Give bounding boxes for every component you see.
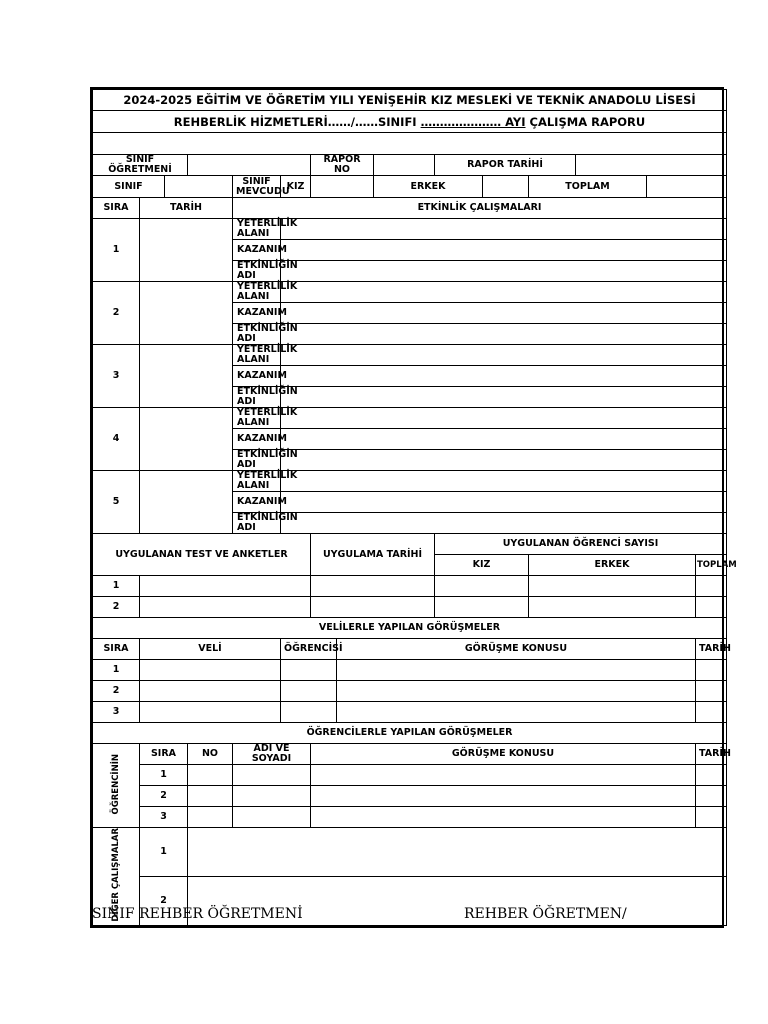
class-label: SINIF xyxy=(93,176,165,198)
test-boy-header: ERKEK xyxy=(529,555,696,576)
class-size-label: SINIF MEVCUDU xyxy=(233,176,281,198)
student-name-field[interactable] xyxy=(233,786,311,807)
subtitle-prefix: REHBERLİK HİZMETLERİ……/……SINIFI xyxy=(173,114,421,129)
activity-name-field[interactable] xyxy=(281,450,727,471)
test-date-field[interactable] xyxy=(311,576,435,597)
test-total-header: TOPLAM xyxy=(696,555,727,576)
test-total-field[interactable] xyxy=(696,576,727,597)
tests-header: UYGULANAN TEST VE ANKETLER xyxy=(93,534,311,576)
student-side-cell xyxy=(93,744,140,828)
parent-date-header: TARİH xyxy=(696,639,727,660)
boy-label: ERKEK xyxy=(374,176,483,198)
form-title: 2024-2025 EĞİTİM VE ÖĞRETİM YILI YENİŞEHİR KIZ MESLEKİ VE TEKNİK ANADOLU LİSESİ xyxy=(93,90,727,111)
report-table xyxy=(92,89,737,926)
competency-label: YETERLİLİK ALANI xyxy=(233,219,281,240)
outcome-field[interactable] xyxy=(281,303,727,324)
boy-field[interactable] xyxy=(483,176,529,198)
activity-date-field[interactable] xyxy=(140,219,233,282)
test-row-no: 1 xyxy=(93,576,140,597)
student-date-header: TARİH xyxy=(696,744,727,765)
competency-field[interactable] xyxy=(281,345,727,366)
activity-name-label: ETKİNLİĞİN ADI xyxy=(233,261,281,282)
outcome-field[interactable] xyxy=(281,492,727,513)
parent-student-field[interactable] xyxy=(281,681,337,702)
parent-student-field[interactable] xyxy=(281,702,337,723)
parent-topic-field[interactable] xyxy=(337,702,696,723)
girl-field[interactable] xyxy=(311,176,374,198)
student-no-field[interactable] xyxy=(188,807,233,828)
student-name-header: ADI VE SOYADI xyxy=(233,744,311,765)
girl-label: KIZ xyxy=(281,176,311,198)
outcome-label: KAZANIM xyxy=(233,366,281,387)
student-date-field[interactable] xyxy=(696,786,727,807)
report-no-field[interactable] xyxy=(374,155,435,176)
student-side-label: ÖĞRENCİNİN xyxy=(110,753,121,815)
student-name-field[interactable] xyxy=(233,807,311,828)
form-subtitle xyxy=(93,111,727,133)
competency-label: YETERLİLİK ALANI xyxy=(233,345,281,366)
activity-name-field[interactable] xyxy=(281,261,727,282)
student-no-field[interactable] xyxy=(188,786,233,807)
parent-student-field[interactable] xyxy=(281,660,337,681)
student-no-field[interactable] xyxy=(188,765,233,786)
student-topic-field[interactable] xyxy=(311,765,696,786)
activity-order-header: SIRA xyxy=(93,198,140,219)
class-guidance-teacher-signature: SINIF REHBER ÖĞRETMENİ xyxy=(92,906,303,922)
test-boy-field[interactable] xyxy=(529,576,696,597)
competency-label: YETERLİLİK ALANI xyxy=(233,408,281,429)
report-no-label: RAPOR NO xyxy=(311,155,374,176)
activity-date-header: TARİH xyxy=(140,198,233,219)
parent-name-field[interactable] xyxy=(140,660,281,681)
total-label: TOPLAM xyxy=(529,176,647,198)
student-count-header: UYGULANAN ÖĞRENCİ SAYISI xyxy=(435,534,727,555)
test-name-field[interactable] xyxy=(140,597,311,618)
subtitle-suffix: ÇALIŞMA RAPORU xyxy=(525,114,646,129)
parent-student-header: ÖĞRENCİSİ xyxy=(281,639,337,660)
student-order-header: SIRA xyxy=(140,744,188,765)
guidance-teacher-signature: REHBER ÖĞRETMEN/ xyxy=(464,906,627,922)
other-row-no: 2 xyxy=(140,876,188,925)
test-row-no: 2 xyxy=(93,597,140,618)
class-field[interactable] xyxy=(165,176,233,198)
activity-date-field[interactable] xyxy=(140,282,233,345)
parent-row-no: 1 xyxy=(93,660,140,681)
parent-topic-field[interactable] xyxy=(337,681,696,702)
parent-row-no: 3 xyxy=(93,702,140,723)
student-row-no: 1 xyxy=(140,765,188,786)
activity-name-label: ETKİNLİĞİN ADI xyxy=(233,387,281,408)
test-boy-field[interactable] xyxy=(529,597,696,618)
outcome-label: KAZANIM xyxy=(233,303,281,324)
student-topic-field[interactable] xyxy=(311,786,696,807)
outcome-label: KAZANIM xyxy=(233,429,281,450)
test-girl-field[interactable] xyxy=(435,576,529,597)
parent-row-no: 2 xyxy=(93,681,140,702)
activity-name-field[interactable] xyxy=(281,387,727,408)
subtitle-month: ………………… AYI xyxy=(420,114,526,129)
test-date-field[interactable] xyxy=(311,597,435,618)
outcome-label: KAZANIM xyxy=(233,240,281,261)
class-teacher-label: SINIF ÖĞRETMENİ xyxy=(93,155,188,176)
report-form xyxy=(90,87,737,928)
class-teacher-field[interactable] xyxy=(188,155,311,176)
parent-date-field[interactable] xyxy=(696,702,727,723)
total-field[interactable] xyxy=(647,176,727,198)
activity-date-field[interactable] xyxy=(140,471,233,534)
test-date-header: UYGULAMA TARİHİ xyxy=(311,534,435,576)
student-topic-header: GÖRÜŞME KONUSU xyxy=(311,744,696,765)
other-row-no: 1 xyxy=(140,828,188,877)
activity-date-field[interactable] xyxy=(140,408,233,471)
outcome-field[interactable] xyxy=(281,429,727,450)
parent-date-field[interactable] xyxy=(696,681,727,702)
student-no-header: NO xyxy=(188,744,233,765)
parent-name-field[interactable] xyxy=(140,681,281,702)
activity-name-label: ETKİNLİĞİN ADI xyxy=(233,450,281,471)
student-name-field[interactable] xyxy=(233,765,311,786)
test-girl-header: KIZ xyxy=(435,555,529,576)
parents-heading: VELİLERLE YAPILAN GÖRÜŞMELER xyxy=(93,618,727,639)
student-topic-field[interactable] xyxy=(311,807,696,828)
student-date-field[interactable] xyxy=(696,807,727,828)
parent-header: VELİ xyxy=(140,639,281,660)
competency-label: YETERLİLİK ALANI xyxy=(233,282,281,303)
test-girl-field[interactable] xyxy=(435,597,529,618)
activity-name-label: ETKİNLİGIN ADI xyxy=(233,513,281,534)
student-row-no: 2 xyxy=(140,786,188,807)
competency-field[interactable] xyxy=(281,282,727,303)
students-heading: ÖĞRENCİLERLE YAPILAN GÖRÜŞMELER xyxy=(93,723,727,744)
competency-field[interactable] xyxy=(281,471,727,492)
student-date-field[interactable] xyxy=(696,765,727,786)
outcome-field[interactable] xyxy=(281,240,727,261)
activity-no: 4 xyxy=(93,408,140,471)
competency-field[interactable] xyxy=(281,408,727,429)
report-date-label: RAPOR TARİHİ xyxy=(435,155,576,176)
activity-name-field[interactable] xyxy=(281,324,727,345)
test-total-field[interactable] xyxy=(696,597,727,618)
blank-row xyxy=(93,133,727,155)
competency-label: YETERLİLİK ALANI xyxy=(233,471,281,492)
competency-field[interactable] xyxy=(281,219,727,240)
report-date-field[interactable] xyxy=(576,155,727,176)
activity-no: 3 xyxy=(93,345,140,408)
parent-topic-field[interactable] xyxy=(337,660,696,681)
activity-no: 2 xyxy=(93,282,140,345)
parent-order-header: SIRA xyxy=(93,639,140,660)
outcome-label: KAZANIM xyxy=(233,492,281,513)
activity-date-field[interactable] xyxy=(140,345,233,408)
parent-name-field[interactable] xyxy=(140,702,281,723)
parent-date-field[interactable] xyxy=(696,660,727,681)
activity-name-field[interactable] xyxy=(281,513,727,534)
other-side-label: DİĞER ÇALIŞMALAR xyxy=(110,828,121,922)
outcome-field[interactable] xyxy=(281,366,727,387)
student-row-no: 3 xyxy=(140,807,188,828)
other-work-field[interactable] xyxy=(188,828,727,877)
activity-header: ETKİNLİK ÇALIŞMALARI xyxy=(233,198,727,219)
test-name-field[interactable] xyxy=(140,576,311,597)
activity-no: 5 xyxy=(93,471,140,534)
activity-name-label: ETKİNLİĞİN ADI xyxy=(233,324,281,345)
parent-topic-header: GÖRÜŞME KONUSU xyxy=(337,639,696,660)
activity-no: 1 xyxy=(93,219,140,282)
